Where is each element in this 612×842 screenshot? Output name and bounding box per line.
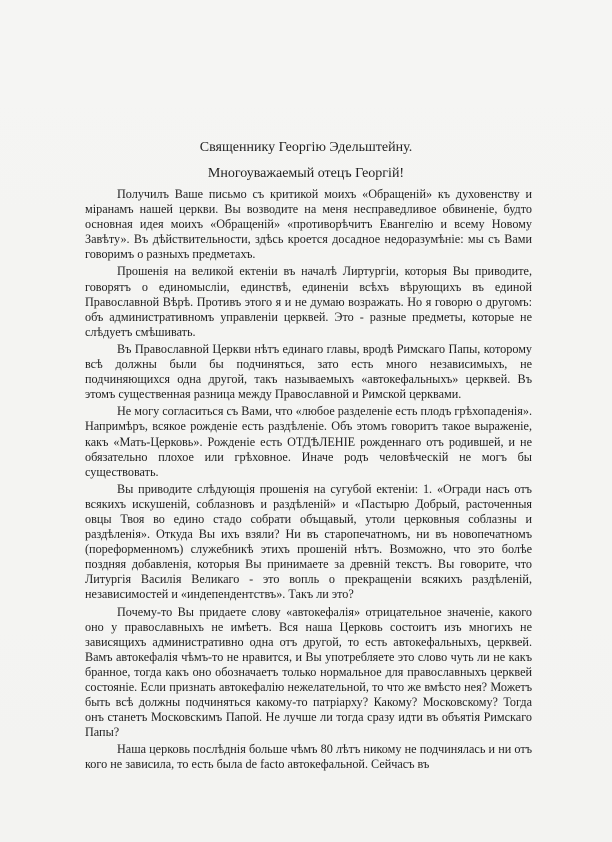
- paragraph-6: Почему-то Вы придаете слову «автокефалія» отрицательное значеніе, какого оно у православныхъ не имѣетъ. Вся наша Церковь состоитъ изъ многихъ не зависящихъ административно одна отъ другой, то есть автокефальныхъ, церквей. Вамъ автокефалія чѣмъ-то не нравится, и Вы употребляете это слово чуть ли не какъ бранное, тогда какъ оно обозначаетъ только нормальное для православныхъ церквей состояніе. Если признать автокефалію нежелательной, то что же вмѣсто нея? Можетъ быть всѣ должны подчиняться какому-то патріарху? Какому? Московскому? Тогда онъ станетъ Московскимъ Папой. Не лучше ли тогда сразу идти въ объятія Римскаго Папы?: [85, 604, 532, 740]
- letter-address: Священнику Георгію Эдельштейну.: [199, 140, 413, 155]
- paragraph-5: Вы приводите слѣдующія прошенія на сугубой ектеніи: 1. «Огради насъ отъ всякихъ искушеній, соблазновъ и раздѣленій» и «Пастырю Добрый, расточенныя овцы Твоя во едино стадо собрати объщавый, утоли церковныя соблазны и раздѣленія». Откуда Вы ихъ взяли? Ни въ старопечатномъ, ни въ новопечатномъ (пореформенномъ) служебникѣ этихъ прошеній нѣтъ. Возможно, что это болѣе поздняя добавленія, которыя Вы принимаете за древній текстъ. Вы говорите, что Литургія Василія Великаго - это вопль о прекращеніи всякихъ раздѣленій, независимостей и «индепендентствъ». Такъ ли это?: [85, 481, 532, 602]
- letter-body: [85, 187, 532, 775]
- letter-salutation: Многоуважаемый отецъ Георгій!: [207, 166, 405, 181]
- paragraph-4: Не могу согласиться съ Вами, что «любое разделеніе есть плодъ грѣхопаденія». Напримѣръ, всякое рожденіе есть раздѣленіе. Объ этомъ говоритъ такое выраженіе, какъ «Мать-Церковь». Рожденіе есть ОТДѢЛЕНІЕ рожденнаго отъ родившей, и не обязательно плохое или грѣховное. Иначе родъ человѣческій не могъ бы существовать.: [85, 404, 532, 479]
- paragraph-2: Прошенія на великой ектеніи въ началѣ Лиртургіи, которыя Вы приводите, говорятъ о единомысліи, единствѣ, единеніи всѣхъ вѣрующихъ въ единой Православной Вѣрѣ. Противъ этого я и не думаю возражать. Но я говорю о другомъ: объ административномъ управленіи церквей. Это - разные предметы, которые не слѣдуетъ смѣшивать.: [85, 264, 532, 339]
- paragraph-1: Получилъ Ваше письмо съ критикой моихъ «Обращеній» къ духовенству и міранамъ нашей церкви. Вы возводите на меня несправедливое обвиненіе, будто основная идея моихъ «Обращеній» «противорѣчитъ Евангелію и всему Новому Завѣту». Въ дѣйствительности, здѣсь кроется досадное недоразумѣніе: мы съ Вами говоримъ о разныхъ предметахъ.: [85, 187, 532, 262]
- paragraph-7: Наша церковь послѣднія больше чѣмъ 80 лѣтъ никому не подчинялась и ни отъ кого не зависила, то есть была de facto автокефальной. Сейчасъ въ: [85, 742, 532, 772]
- paragraph-3: Въ Православной Церкви нѣтъ единаго главы, вродѣ Римскаго Папы, которому всѣ должны были бы подчиняться, зато есть много независимыхъ, не подчиняющихся одна другой, такъ называемыхъ «автокефальныхъ» церквей. Въ этомъ существенная разница между Православной и Римской церквами.: [85, 341, 532, 402]
